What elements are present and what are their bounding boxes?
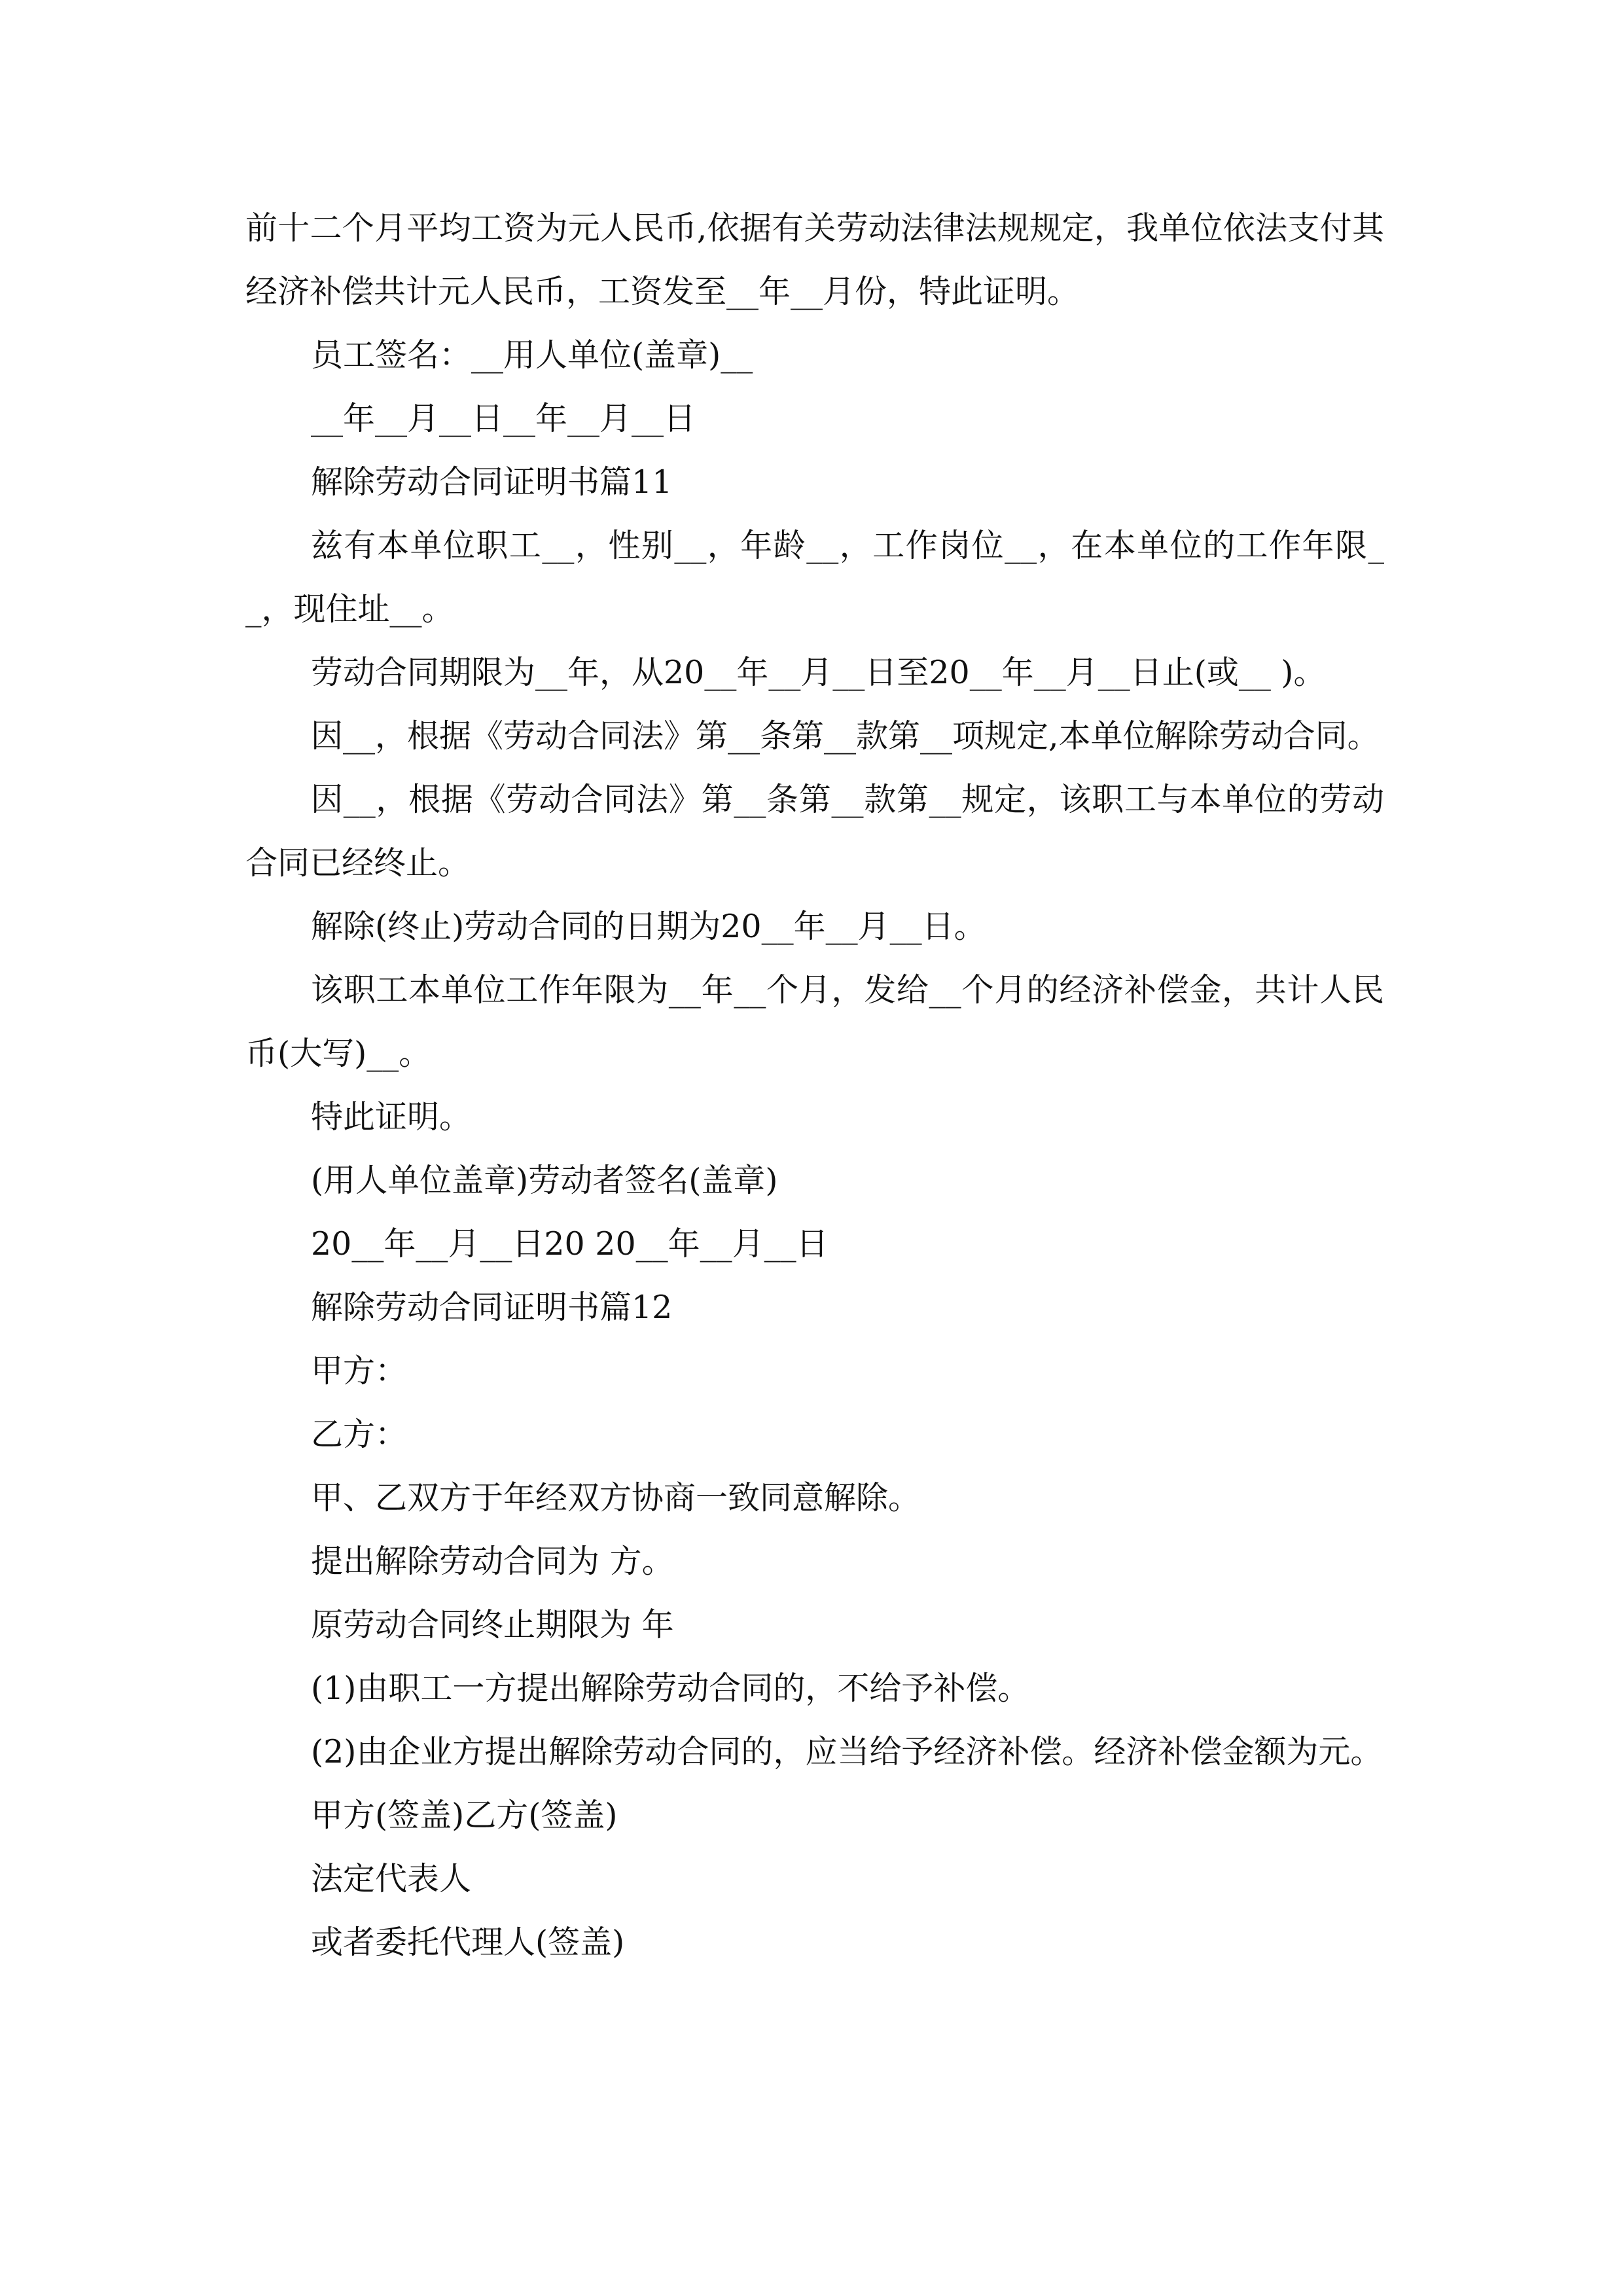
paragraph-clause-1: (1)由职工一方提出解除劳动合同的，不给予补偿。 (311, 1670, 1030, 1707)
paragraph-dates: 20__年__月__日20 20__年__月__日 (311, 1225, 829, 1263)
paragraph-original-term: 原劳动合同终止期限为 年 (311, 1606, 674, 1643)
paragraph-certify: 特此证明。 (311, 1098, 472, 1136)
section-heading-12: 解除劳动合同证明书篇12 (311, 1289, 673, 1326)
paragraph-contract-ended: 因__，根据《劳动合同法》第__条第__款第__规定，该职工与本单位的劳动合同已经终止。 (245, 781, 1384, 882)
paragraph-date-line: __年__月__日__年__月__日 (311, 400, 696, 437)
section-heading-11: 解除劳动合同证明书篇11 (311, 463, 673, 501)
document-body (245, 196, 1384, 1974)
paragraph-party-signatures: 甲方(签盖)乙方(签盖) (311, 1797, 618, 1834)
paragraph-party-b: 乙方： (311, 1416, 408, 1453)
paragraph-party-a: 甲方： (311, 1352, 408, 1390)
paragraph-legal-representative: 法定代表人 (311, 1860, 472, 1897)
paragraph-compensation-amount: 该职工本单位工作年限为__年__个月，发给__个月的经济补偿金，共计人民币(大写)__。 (245, 971, 1384, 1072)
paragraph-termination-reason: 因__，根据《劳动合同法》第__条第__款第__项规定,本单位解除劳动合同。 (311, 717, 1380, 755)
paragraph-clause-2: (2)由企业方提出解除劳动合同的，应当给予经济补偿。经济补偿金额为元。 (311, 1733, 1383, 1770)
paragraph-authorized-agent: 或者委托代理人(签盖) (311, 1924, 625, 1961)
paragraph-seal-signature: (用人单位盖章)劳动者签名(盖章) (311, 1162, 778, 1199)
paragraph-employee-info: 兹有本单位职工__，性别__，年龄__，工作岗位__，在本单位的工作年限__，现住址__。 (245, 527, 1384, 628)
paragraph-proposing-party: 提出解除劳动合同为 方。 (311, 1543, 674, 1580)
paragraph-compensation-statement: 前十二个月平均工资为元人民币,依据有关劳动法律法规规定，我单位依法支付其经济补偿共计元人民币，工资发至__年__月份，特此证明。 (245, 209, 1384, 310)
paragraph-termination-date: 解除(终止)劳动合同的日期为20__年__月__日。 (311, 908, 986, 945)
paragraph-signature-line: 员工签名：__用人单位(盖章)__ (311, 336, 753, 374)
paragraph-contract-term: 劳动合同期限为__年，从20__年__月__日至20__年__月__日止(或__ )。 (311, 654, 1326, 691)
paragraph-mutual-agreement: 甲、乙双方于年经双方协商一致同意解除。 (311, 1479, 921, 1516)
